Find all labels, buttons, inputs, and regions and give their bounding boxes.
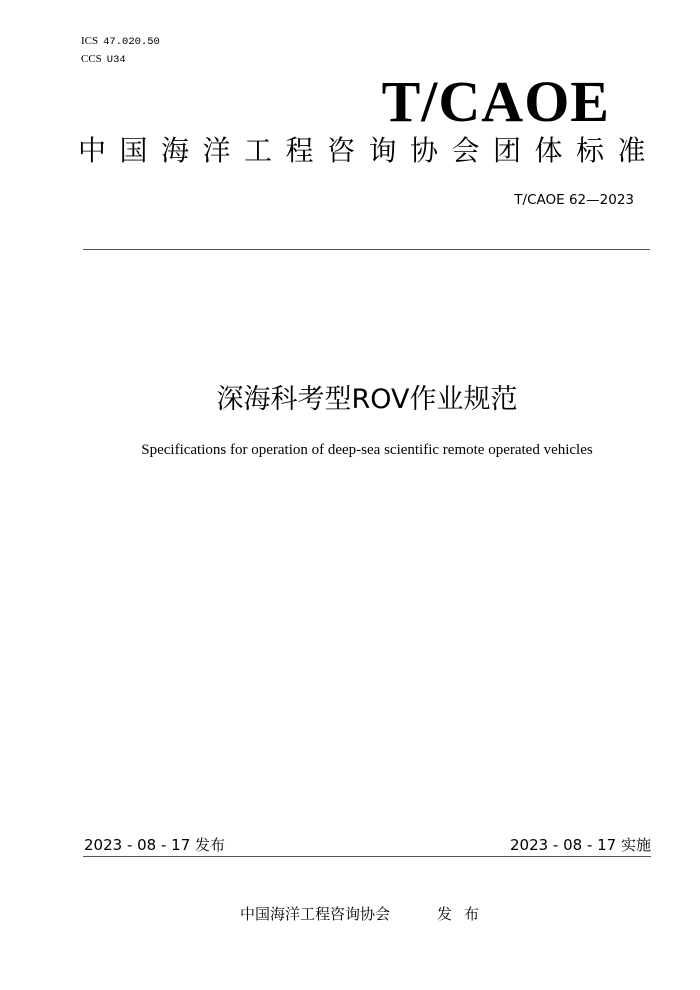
document-title-cn: 深海科考型ROV作业规范 <box>216 384 518 415</box>
document-title-en: Specifications for operation of deep-sea scientific remote operated vehicles <box>141 442 593 458</box>
issue-date: 2023 - 08 - 17 发布 <box>84 836 226 854</box>
ics-line <box>81 34 160 49</box>
ics-label: ICS <box>81 35 99 47</box>
implementation-date: 2023 - 08 - 17 实施 <box>509 836 651 854</box>
org-standard-title: 中国海洋工程咨询协会团体标准 <box>78 134 660 167</box>
ics-code: 47.020.50 <box>103 36 160 48</box>
publish-label: 发布 <box>437 905 492 923</box>
ccs-line <box>81 52 126 67</box>
top-divider <box>83 249 650 250</box>
standard-number: T/CAOE 62—2023 <box>514 192 634 208</box>
brand-logo: T/CAOE <box>381 69 610 134</box>
bottom-divider <box>83 856 651 857</box>
ccs-code: U34 <box>106 54 126 66</box>
ccs-label: CCS <box>81 53 102 65</box>
publisher-name: 中国海洋工程咨询协会 <box>240 905 391 923</box>
